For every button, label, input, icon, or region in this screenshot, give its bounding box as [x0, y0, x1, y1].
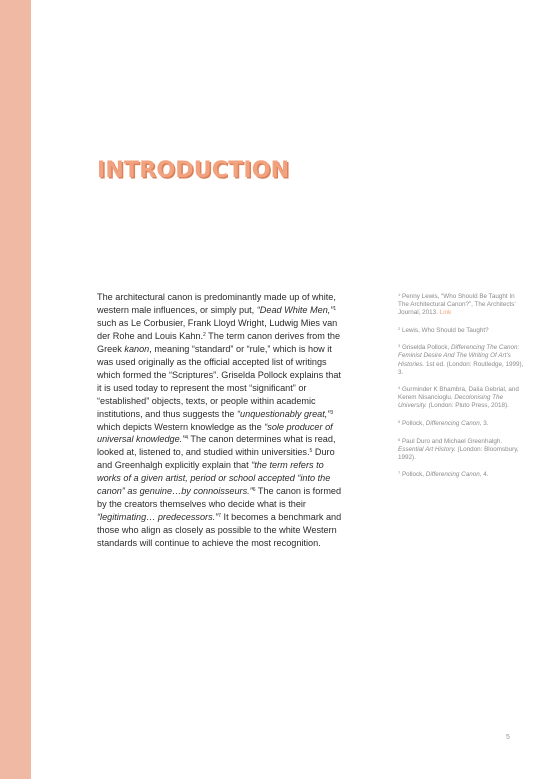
footnotes-column: [398, 293, 526, 489]
text-run: such as Le Corbusier, Frank Lloyd Wright, Ludwig Mies van der Rohe and Louis Kahn.: [97, 317, 338, 341]
footnote-link[interactable]: Link: [439, 309, 452, 317]
text-run: The architectural canon is predominantly made up of white, western male influences, or simply put,: [97, 292, 336, 315]
text-run: The term canon derives from the Greek: [97, 330, 341, 354]
footnote-text: (London: Pluto Press, 2018).: [426, 402, 509, 410]
text-run: which depicts Western knowledge as the: [97, 421, 265, 432]
footnote-title: Decolonising The University.: [398, 394, 504, 410]
footnote-ref: 4: [185, 435, 189, 442]
footnote-number: 3: [398, 343, 401, 349]
footnote-ref: 7: [218, 513, 221, 520]
footnote-1: [398, 293, 526, 317]
footnote-number: 7: [398, 470, 401, 476]
footnote-title: Differencing Canon: [425, 420, 480, 428]
paragraph: [97, 291, 347, 550]
quote: “legitimating… predecessors.”: [97, 512, 219, 523]
footnote-title: Essential Art History.: [398, 445, 456, 453]
footnote-ref: 2: [203, 331, 206, 338]
footnote-text: Penny Lewis, “Who Should Be Taught In The Architectural Canon?”, The Architects’ Journal, 2013.: [398, 293, 516, 317]
quote: “the term refers to works of a given artist, period or school accepted “into the canon” as genuine…by connoisseurs.”: [97, 460, 331, 497]
footnote-number: 1: [398, 292, 401, 297]
page-title: INTRODUCTION: [97, 158, 290, 183]
footnote-text: (London: Bloomsbury, 1992).: [398, 445, 519, 461]
footnote-2: [398, 327, 526, 335]
footnote-text: Paul Duro and Michael Greenhalgh.: [401, 437, 503, 445]
text-run: The canon is formed by the creators themselves who decide what is their: [97, 486, 342, 510]
footnote-text: , 3.: [479, 420, 489, 428]
footnote-5: [398, 420, 526, 428]
quote: “unquestionably great,”: [237, 408, 331, 419]
footnote-ref: 1: [333, 305, 337, 312]
footnote-text: Pollock,: [401, 420, 426, 428]
footnote-number: 2: [398, 325, 401, 331]
text-run: It becomes a benchmark and those who align as closely as possible to the white Western standards will continue to achieve the most recognition.: [97, 512, 342, 549]
footnote-text: Pollock,: [401, 471, 426, 479]
footnote-7: [398, 471, 526, 479]
footnote-text: Griselda Pollock,: [401, 344, 451, 352]
term: kanon: [124, 343, 150, 354]
footnote-6: [398, 438, 526, 462]
footnote-number: 5: [398, 419, 401, 425]
quote: “sole producer of universal knowledge.”: [97, 421, 333, 445]
footnote-ref: 6: [252, 487, 256, 494]
page-number: 5: [506, 734, 510, 741]
footnote-text: Lewis, Who Should be Taught?: [401, 326, 489, 334]
footnote-ref: 5: [309, 448, 313, 455]
footnote-4: [398, 386, 526, 410]
text-run: Duro and Greenhalgh explicitly explain that: [97, 447, 335, 471]
footnote-text: , 4.: [479, 471, 489, 479]
footnote-title: Differencing Canon: [425, 471, 480, 479]
footnote-ref: 3: [330, 409, 334, 416]
quote: “Dead White Men,”: [256, 304, 334, 315]
footnote-title: Differencing The Canon: Feminist Desire And The Writing Of Art’s Histories.: [398, 344, 520, 368]
text-run: , meaning “standard” or “rule,” which is how it was used originally as the official accepted list of writings which formed the “Scriptures”. Griselda Pollock explains that it is used today to represent the most “significant” or “established” objects, texts, or people within academic institutions, and thus suggests the: [97, 343, 341, 419]
footnote-text: Gurminder K Bhambra, Dalia Gebrial, and Kerem Nisancioglu.: [398, 386, 519, 402]
footnote-text: 1st ed. (London: Routledge, 1999), 3.: [398, 360, 524, 376]
side-color-band: [0, 0, 31, 779]
text-run: The canon determines what is read, looked at, listened to, and studied within universities.: [97, 434, 336, 458]
footnote-number: 6: [398, 436, 401, 442]
footnote-3: [398, 344, 526, 376]
footnote-number: 4: [398, 385, 401, 391]
body-paragraph: [97, 291, 347, 550]
